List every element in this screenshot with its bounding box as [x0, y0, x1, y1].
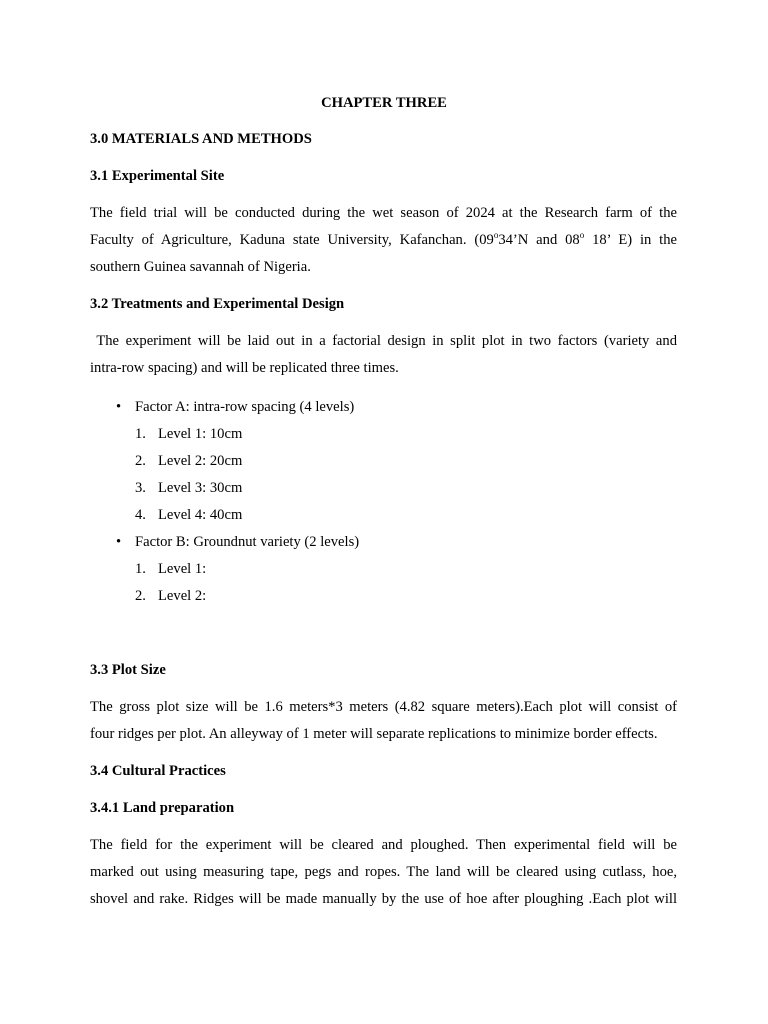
item-text: Level 2:: [158, 588, 207, 604]
chapter-title: CHAPTER THREE: [321, 95, 447, 111]
bullet-label: Factor B: Groundnut variety (2 levels): [135, 534, 360, 550]
item-number: 4.: [135, 507, 146, 523]
item-text: Level 3: 30cm: [158, 480, 243, 496]
section-heading-3-0: 3.0 MATERIALS AND METHODS: [90, 131, 312, 147]
text-span: 34’N and 08: [498, 232, 580, 248]
paragraph-line: The experiment will be laid out in a factorial design in split plot in two factors (variety and: [90, 333, 677, 349]
item-number: 2.: [135, 588, 146, 604]
degree-superscript: o: [579, 230, 585, 240]
bullet-icon: •: [116, 534, 122, 550]
paragraph-line: intra-row spacing) and will be replicated three times.: [90, 360, 399, 376]
text-span: Faculty of Agriculture, Kaduna state University, Kafanchan. (09: [90, 232, 494, 248]
bullet-label: Factor A: intra-row spacing (4 levels): [135, 399, 355, 415]
degree-superscript: o: [493, 230, 499, 240]
item-text: Level 1:: [158, 561, 207, 577]
item-text: Level 4: 40cm: [158, 507, 243, 523]
item-number: 1.: [135, 561, 146, 577]
bullet-icon: •: [116, 399, 122, 415]
section-heading-3-3: 3.3 Plot Size: [90, 662, 166, 678]
item-number: 3.: [135, 480, 146, 496]
paragraph-line: four ridges per plot. An alleyway of 1 meter will separate replications to minimize border effects.: [90, 726, 658, 742]
text-span: 18’ E) in the: [584, 232, 677, 248]
section-heading-3-4: 3.4 Cultural Practices: [90, 763, 226, 779]
paragraph-line: The field for the experiment will be cleared and ploughed. Then experimental field will be: [90, 837, 677, 853]
paragraph-line-coordinates: [90, 231, 677, 250]
section-heading-3-2: 3.2 Treatments and Experimental Design: [90, 296, 345, 312]
paragraph-line: The field trial will be conducted during the wet season of 2024 at the Research farm of the: [90, 205, 677, 221]
item-number: 2.: [135, 453, 146, 469]
paragraph-line: marked out using measuring tape, pegs and ropes. The land will be cleared using cutlass, hoe,: [90, 864, 677, 880]
paragraph-line: southern Guinea savannah of Nigeria.: [90, 259, 311, 275]
section-heading-3-1: 3.1 Experimental Site: [90, 168, 225, 184]
item-text: Level 1: 10cm: [158, 426, 243, 442]
section-heading-3-4-1: 3.4.1 Land preparation: [90, 800, 235, 816]
paragraph-line: The gross plot size will be 1.6 meters*3 meters (4.82 square meters).Each plot will consist of: [90, 699, 677, 715]
paragraph-line: shovel and rake. Ridges will be made manually by the use of hoe after ploughing .Each plot will: [90, 891, 677, 907]
item-text: Level 2: 20cm: [158, 453, 243, 469]
item-number: 1.: [135, 426, 146, 442]
